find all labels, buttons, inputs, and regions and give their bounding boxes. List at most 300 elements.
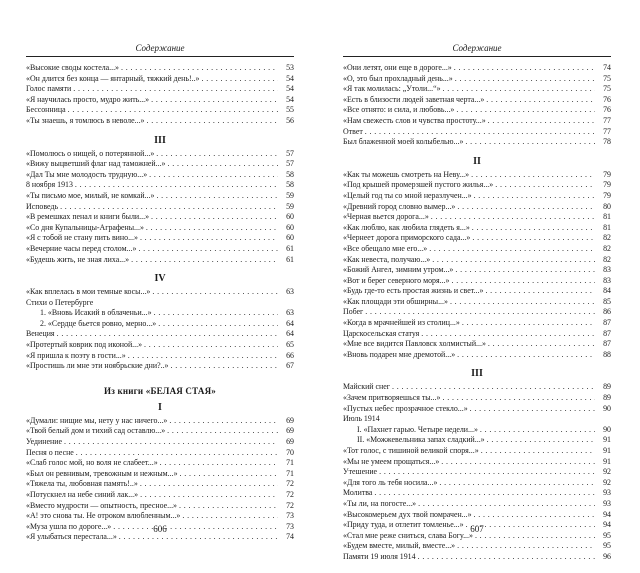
dot-leader — [57, 329, 278, 340]
dot-leader — [76, 448, 278, 459]
toc-entry — [343, 84, 611, 95]
toc-entry — [343, 446, 611, 457]
toc-entry-title: «А! это снова ты. Не отроком влюбленным...» — [26, 511, 181, 521]
toc-entry-page: 94 — [603, 509, 611, 519]
dot-leader — [60, 202, 278, 213]
dot-leader — [474, 510, 595, 521]
toc-entry-page: 72 — [286, 479, 294, 489]
dot-leader — [472, 223, 595, 234]
toc-entry — [343, 105, 611, 116]
toc-entry — [343, 393, 611, 404]
dot-leader — [180, 469, 278, 480]
toc-group-title: Стихи о Петербурге — [26, 297, 94, 307]
dot-leader — [202, 74, 279, 85]
toc-entry — [26, 63, 294, 74]
toc-entry-page: 91 — [603, 446, 611, 455]
dot-leader — [472, 233, 595, 244]
toc-entry — [343, 255, 611, 266]
toc-entry-page: 73 — [286, 521, 294, 531]
toc-entry-page: 82 — [603, 243, 611, 253]
dot-leader — [156, 149, 278, 160]
toc-entry-title: Памяти 19 июля 1914 — [343, 551, 416, 561]
toc-entry-title: «Муза ушла по дороге...» — [26, 521, 112, 531]
toc-entry — [343, 170, 611, 181]
toc-entry-page: 87 — [603, 339, 611, 349]
toc-entry-page: 69 — [286, 415, 294, 425]
toc-entry-page: 87 — [603, 318, 611, 328]
toc-entry-title: «Он длится без конца — янтарный, тяжкий день!..» — [26, 73, 200, 83]
toc-entry-page: 90 — [603, 403, 611, 413]
toc-entry-page: 76 — [603, 105, 611, 115]
toc-entry — [26, 426, 294, 437]
toc-entry-page: 65 — [286, 340, 294, 350]
toc-entry — [343, 244, 611, 255]
dot-leader — [456, 105, 595, 116]
dot-leader — [439, 478, 595, 489]
toc-entry-page: 81 — [603, 212, 611, 222]
book-section-title: Из книги «БЕЛАЯ СТАЯ» — [104, 385, 216, 396]
toc-entry-title: Побег — [343, 307, 364, 317]
toc-entry — [343, 457, 611, 468]
toc-entry-title: Венеция — [26, 329, 55, 339]
toc-entry-title: «Ты знаешь, я томлюсь в неволе...» — [26, 115, 145, 125]
dot-leader — [152, 287, 278, 298]
toc-entry-page: 54 — [286, 73, 294, 83]
toc-entry-page: 79 — [603, 180, 611, 190]
toc-entry-title: «Ты ли, на погосте...» — [343, 498, 417, 508]
toc-entry-title: «Вместо мудрости — опытность, пресное...» — [26, 500, 177, 510]
toc-entry-title: II. «Можжевельника запах сладкий...» — [357, 435, 485, 445]
toc-entry — [343, 191, 611, 202]
toc-entry-title: Песня о песне — [26, 447, 74, 457]
dot-leader — [64, 437, 278, 448]
toc-entry-title: Исповедь — [26, 201, 59, 211]
toc-entry — [26, 437, 294, 448]
toc-entry-title: «Мне все видится Павловск холмистый...» — [343, 339, 486, 349]
dot-leader — [488, 339, 595, 350]
dot-leader — [121, 63, 278, 74]
toc-entry-title: «Черная вьется дорога...» — [343, 212, 429, 222]
dot-leader — [471, 170, 595, 181]
toc-entry — [343, 425, 611, 436]
toc-entry-title: «Думали: нищие мы, нету у нас ничего...» — [26, 415, 168, 425]
dot-leader — [421, 329, 595, 340]
dot-leader — [75, 180, 278, 191]
toc-entry — [26, 105, 294, 116]
dot-leader — [140, 490, 278, 501]
toc-entry-title: «Ты письмо мое, милый, не комкай...» — [26, 190, 155, 200]
toc-entry-title: Бессонница — [26, 105, 66, 115]
dot-leader — [374, 488, 595, 499]
toc-entry — [26, 159, 294, 170]
toc-entry-title: «Будешь жить, не зная лиха...» — [26, 254, 130, 264]
toc-entry-page: 79 — [603, 169, 611, 179]
dot-leader — [144, 340, 278, 351]
toc-entry-page: 76 — [603, 94, 611, 104]
toc-entry-title: «Протертый коврик под иконой...» — [26, 340, 143, 350]
running-head: Содержание — [452, 43, 502, 53]
toc-entry — [26, 255, 294, 266]
dot-leader — [169, 416, 278, 427]
toc-entry-title: «Есть в близости людей заветная черта...» — [343, 94, 485, 104]
dot-leader — [441, 457, 595, 468]
dot-leader — [470, 404, 595, 415]
header-rule — [26, 56, 294, 57]
dot-leader — [151, 212, 278, 223]
section-heading: II — [473, 155, 481, 167]
toc-entry-page: 95 — [603, 530, 611, 540]
toc-entry-page: 75 — [603, 84, 611, 94]
dot-leader — [154, 308, 278, 319]
toc-entry — [26, 170, 294, 181]
toc-entry-title: «Со дня Купальницы-Аграфены...» — [26, 222, 144, 232]
dot-leader — [450, 297, 595, 308]
toc-entry-page: 92 — [603, 477, 611, 487]
toc-entry-page: 72 — [286, 490, 294, 499]
section-heading: IV — [154, 273, 166, 285]
toc-entry-title: «Я так молилась: „Утоли...“» — [343, 84, 441, 94]
dot-leader — [179, 501, 278, 512]
toc-entry-page: 75 — [603, 73, 611, 83]
toc-entry-title: «Тот голос, с тишиной великой споря...» — [343, 446, 479, 455]
toc-entry-page: 55 — [286, 105, 294, 115]
toc-entry — [343, 212, 611, 223]
toc-entry — [26, 74, 294, 85]
toc-entry — [343, 307, 611, 318]
toc-entry-page: 57 — [286, 159, 294, 169]
dot-leader — [443, 84, 595, 95]
toc-body — [343, 63, 611, 563]
toc-entry — [343, 404, 611, 415]
dot-leader — [147, 116, 279, 127]
dot-leader — [474, 191, 595, 202]
toc-entry — [343, 499, 611, 510]
toc-entry-title: Уединение — [26, 437, 62, 447]
toc-entry-page: 59 — [286, 201, 294, 211]
toc-entry — [343, 127, 611, 138]
toc-entry — [343, 63, 611, 74]
toc-entry — [26, 458, 294, 469]
toc-entry-title: I. «Пахнет гарью. Четыре недели...» — [357, 424, 478, 434]
toc-entry — [26, 95, 294, 106]
toc-entry — [26, 479, 294, 490]
page-number: 606 — [153, 524, 167, 534]
dot-leader — [429, 244, 595, 255]
dot-leader — [160, 458, 278, 469]
toc-entry-page: 60 — [286, 212, 294, 222]
toc-entry — [26, 511, 294, 522]
toc-entry-page: 61 — [286, 243, 294, 253]
toc-entry-page: 74 — [603, 63, 611, 72]
dot-leader — [365, 127, 595, 138]
toc-entry — [343, 467, 611, 478]
dot-leader — [418, 552, 595, 563]
toc-entry-page: 82 — [603, 254, 611, 264]
dot-leader — [365, 307, 595, 318]
right-page — [343, 0, 611, 573]
section-heading: I — [158, 401, 162, 413]
dot-leader — [167, 426, 278, 437]
toc-entry-page: 57 — [286, 148, 294, 158]
toc-entry — [26, 223, 294, 234]
toc-entry-page: 70 — [286, 447, 294, 457]
dot-leader — [455, 74, 595, 85]
dot-leader — [442, 393, 595, 404]
toc-entry-page: 77 — [603, 126, 611, 136]
toc-entry-title: 2. «Сердце бьется ровно, мерно...» — [40, 318, 157, 328]
toc-entry — [26, 319, 294, 330]
dot-leader — [454, 63, 595, 74]
toc-entry — [343, 286, 611, 297]
toc-entry — [343, 478, 611, 489]
toc-entry-page: 56 — [286, 115, 294, 125]
toc-entry-title: «Высокомерьем дух твой помрачен...» — [343, 509, 472, 519]
toc-entry-title: «Все обещало мне его...» — [343, 243, 428, 253]
dot-leader — [140, 233, 278, 244]
toc-entry-page: 60 — [286, 233, 294, 243]
toc-entry — [26, 490, 294, 501]
toc-entry — [26, 84, 294, 95]
toc-entry-page: 92 — [603, 467, 611, 477]
dot-leader — [158, 319, 278, 330]
toc-entry-title: «В ремешках пенал и книги были...» — [26, 212, 150, 222]
toc-entry-page: 90 — [603, 424, 611, 434]
toc-entry-page: 54 — [286, 94, 294, 104]
dot-leader — [68, 105, 278, 116]
toc-entry-title: «Вижу выцветший флаг над таможней...» — [26, 159, 166, 169]
section-heading: III — [471, 368, 483, 380]
toc-entry-title: «Как люблю, как любила глядеть я...» — [343, 222, 470, 232]
toc-entry-page: 89 — [603, 393, 611, 403]
toc-entry-page: 59 — [286, 190, 294, 200]
running-head: Содержание — [135, 43, 185, 53]
toc-entry-title: «Будем вместе, милый, вместе...» — [343, 541, 456, 551]
toc-entry — [343, 552, 611, 563]
dot-leader — [487, 435, 595, 446]
toc-entry-page: 82 — [603, 233, 611, 243]
toc-entry-title: «Вот и берег северного моря...» — [343, 275, 450, 285]
toc-entry-title: «Целый год ты со мной неразлучен...» — [343, 190, 472, 200]
toc-group-title: Июль 1914 — [343, 414, 380, 424]
toc-entry-page: 84 — [603, 286, 611, 296]
toc-entry — [343, 541, 611, 552]
toc-entry — [26, 329, 294, 340]
toc-entry-title: «Для того ль тебя носила...» — [343, 477, 438, 487]
toc-entry-title: «Как площади эти обширны...» — [343, 296, 448, 306]
toc-entry-page: 64 — [286, 318, 294, 328]
toc-entry — [343, 180, 611, 191]
toc-entry-page: 87 — [603, 328, 611, 338]
toc-entry-title: «Пустых небес прозрачное стекло...» — [343, 403, 468, 413]
toc-entry-title: Голос памяти — [26, 84, 72, 94]
toc-entry-title: «О, это был прохладный день...» — [343, 73, 453, 83]
toc-entry-title: Утешение — [343, 467, 378, 477]
toc-entry-page: 88 — [603, 349, 611, 359]
dot-leader — [451, 276, 595, 287]
toc-entry-title: «Приду туда, и отлетит томленье...» — [343, 520, 464, 530]
toc-entry — [343, 233, 611, 244]
dot-leader — [379, 467, 595, 478]
toc-entry-title: Царскосельская статуя — [343, 328, 420, 338]
toc-entry-title: «Как ты можешь смотреть на Неву...» — [343, 169, 470, 179]
toc-entry-page: 91 — [603, 435, 611, 445]
toc-entry-title: «Они летят, они еще в дороге...» — [343, 63, 452, 72]
toc-entry-title: «Высокие своды костела...» — [26, 63, 119, 72]
toc-entry-page: 71 — [286, 468, 294, 478]
dot-leader — [392, 382, 595, 393]
toc-entry-page: 81 — [603, 222, 611, 232]
toc-entry-page: 69 — [286, 437, 294, 447]
dot-leader — [462, 318, 595, 329]
dot-leader — [480, 425, 595, 436]
dot-leader — [485, 286, 595, 297]
toc-entry — [26, 212, 294, 223]
toc-entry-page: 83 — [603, 275, 611, 285]
dot-leader — [418, 499, 595, 510]
toc-entry-title: «Будь где-то есть простая жизнь и свет...» — [343, 286, 484, 296]
toc-entry-title: «Как невеста, получаю...» — [343, 254, 431, 264]
dot-leader — [156, 191, 278, 202]
toc-entry — [343, 510, 611, 521]
toc-entry — [26, 469, 294, 480]
toc-entry-page: 71 — [286, 458, 294, 468]
toc-entry-title: «Как вплелась в мои темные косы...» — [26, 287, 151, 297]
dot-leader — [495, 180, 595, 191]
toc-entry-page: 72 — [286, 500, 294, 510]
toc-entry — [343, 382, 611, 393]
toc-entry-page: 95 — [603, 541, 611, 551]
toc-entry-title: «Дал Ты мне молодость трудную...» — [26, 169, 148, 179]
toc-entry — [343, 137, 611, 148]
toc-entry-title: «Древний город словно вымер...» — [343, 201, 456, 211]
toc-entry — [343, 223, 611, 234]
toc-entry-page: 94 — [603, 520, 611, 530]
toc-entry — [26, 287, 294, 298]
toc-entry — [343, 488, 611, 499]
toc-entry-title: «Вновь подарен мне дремотой...» — [343, 349, 456, 359]
toc-entry — [26, 116, 294, 127]
section-heading: III — [154, 134, 166, 146]
toc-entry-page: 74 — [286, 532, 294, 542]
dot-leader — [73, 84, 278, 95]
page-number: 607 — [470, 524, 484, 534]
toc-entry-title: «Зачем притворяешься ты...» — [343, 393, 441, 403]
toc-entry — [26, 448, 294, 459]
dot-leader — [455, 265, 595, 276]
toc-entry-page: 69 — [286, 426, 294, 436]
toc-entry-page: 78 — [603, 137, 611, 147]
toc-entry-title: «Я улыбаться перестала...» — [26, 532, 117, 542]
toc-entry — [343, 435, 611, 446]
toc-entry-page: 63 — [286, 287, 294, 297]
toc-entry-title: «Я с тобой не стану пить вино...» — [26, 233, 138, 243]
toc-entry-title: «Я научилась просто, мудро жить...» — [26, 94, 150, 104]
toc-entry — [343, 116, 611, 127]
toc-entry-page: 73 — [286, 511, 294, 521]
toc-entry-title: «Все отнято: и сила, и любовь...» — [343, 105, 455, 115]
toc-entry — [26, 501, 294, 512]
toc-entry-page: 96 — [603, 551, 611, 561]
toc-entry-title: «Тяжела ты, любовная память!..» — [26, 479, 138, 489]
toc-entry-title: «Я пришла к поэту в гости...» — [26, 350, 126, 360]
dot-leader — [465, 137, 595, 148]
toc-entry-title: «Вечерние часы перед столом...» — [26, 243, 137, 253]
dot-leader — [457, 202, 595, 213]
dot-leader — [481, 446, 595, 457]
toc-entry — [26, 180, 294, 191]
toc-entry — [26, 149, 294, 160]
toc-entry-page: 53 — [286, 63, 294, 72]
toc-entry-page: 83 — [603, 265, 611, 275]
toc-entry-page: 89 — [603, 382, 611, 392]
toc-entry-title: Ответ — [343, 126, 363, 136]
left-page — [26, 0, 294, 573]
toc-entry — [26, 191, 294, 202]
toc-entry-page: 77 — [603, 115, 611, 125]
toc-entry-page: 66 — [286, 350, 294, 360]
toc-entry-page: 91 — [603, 456, 611, 466]
toc-entry — [343, 74, 611, 85]
dot-leader — [146, 223, 278, 234]
toc-entry-page: 60 — [286, 222, 294, 232]
toc-body — [26, 63, 294, 543]
toc-entry-title: 8 ноября 1913 — [26, 180, 73, 190]
toc-entry — [26, 361, 294, 372]
toc-entry-title: Молитва — [343, 488, 373, 498]
toc-entry-title: «Мы не умеем прощаться...» — [343, 456, 440, 466]
toc-entry-title: «Простишь ли мне эти ноябрьские дни?..» — [26, 361, 169, 371]
toc-entry-page: 63 — [286, 308, 294, 318]
toc-entry — [26, 244, 294, 255]
toc-entry-title: «Потускнел на небе синий лак...» — [26, 490, 139, 499]
toc-entry-title: Был блаженной моей колыбелью...» — [343, 137, 464, 147]
toc-entry — [26, 308, 294, 319]
toc-entry — [343, 329, 611, 340]
toc-entry — [343, 339, 611, 350]
dot-leader — [457, 541, 595, 552]
dot-leader — [168, 159, 278, 170]
toc-entry-title: «Слаб голос мой, но воля не слабеет...» — [26, 458, 158, 468]
dot-leader — [182, 511, 278, 522]
toc-entry-title: «Когда в мрачнейшей из столиц...» — [343, 318, 460, 328]
toc-entry-title: «Стал мне реже сниться, слава Богу...» — [343, 530, 473, 540]
toc-entry-page: 54 — [286, 84, 294, 94]
toc-entry — [26, 416, 294, 427]
toc-entry — [343, 265, 611, 276]
toc-entry-title: «Божий Ангел, зимним утром...» — [343, 265, 454, 275]
toc-entry — [343, 276, 611, 287]
dot-leader — [432, 255, 595, 266]
toc-entry-title: Майский снег — [343, 382, 390, 392]
dot-leader — [171, 361, 279, 372]
toc-entry — [343, 202, 611, 213]
toc-entry-title: «Под крышей промерзшей пустого жилья...» — [343, 180, 494, 190]
toc-entry-page: 79 — [603, 190, 611, 200]
toc-entry — [343, 297, 611, 308]
dot-leader — [457, 350, 595, 361]
toc-entry-page: 64 — [286, 329, 294, 339]
dot-leader — [149, 170, 278, 181]
toc-entry-title: «Твой белый дом и тихий сад оставлю...» — [26, 426, 166, 436]
toc-entry-page: 58 — [286, 169, 294, 179]
toc-entry — [26, 351, 294, 362]
toc-entry-title: «Был он ревнивым, тревожным и нежным...» — [26, 468, 178, 478]
toc-entry-title: «Чернеет дорога приморского сада...» — [343, 233, 471, 243]
toc-entry-title: «Помолюсь о нищей, о потерянной...» — [26, 148, 155, 158]
toc-entry-title: «Нам свежесть слов и чувства простоту...» — [343, 115, 486, 125]
dot-leader — [138, 244, 278, 255]
toc-entry-page: 85 — [603, 296, 611, 306]
